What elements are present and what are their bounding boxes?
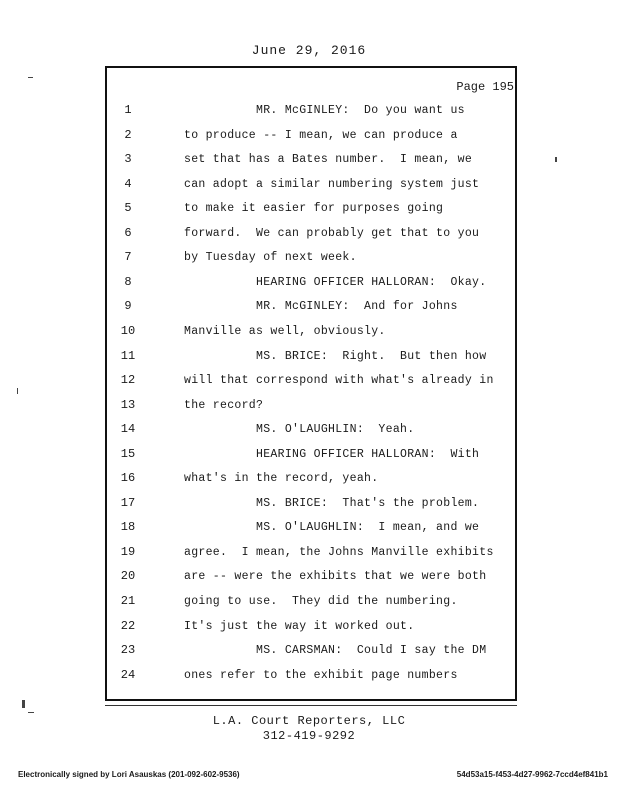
line-number: 24 bbox=[120, 668, 136, 682]
line-number: 17 bbox=[120, 496, 136, 510]
transcript-line-text: MR. McGINLEY: And for Johns bbox=[184, 300, 458, 313]
transcript-line-text: set that has a Bates number. I mean, we bbox=[184, 153, 473, 166]
scan-speck bbox=[17, 388, 18, 394]
transcript-line-text: MS. CARSMAN: Could I say the DM bbox=[184, 644, 487, 657]
transcript-line-text: MR. McGINLEY: Do you want us bbox=[184, 104, 465, 117]
line-number: 4 bbox=[124, 177, 132, 191]
line-number: 16 bbox=[120, 471, 136, 485]
transcript-line-text: will that correspond with what's already in bbox=[184, 374, 494, 387]
line-number: 15 bbox=[120, 447, 136, 461]
transcript-line-text: HEARING OFFICER HALLORAN: Okay. bbox=[184, 276, 487, 289]
line-number: 3 bbox=[124, 152, 132, 166]
transcript-line-text: ones refer to the exhibit page numbers bbox=[184, 669, 458, 682]
transcript-line-text: going to use. They did the numbering. bbox=[184, 595, 458, 608]
transcript-line-text: by Tuesday of next week. bbox=[184, 251, 357, 264]
transcript-line-text: It's just the way it worked out. bbox=[184, 620, 415, 633]
line-number: 21 bbox=[120, 594, 136, 608]
line-number: 5 bbox=[124, 201, 132, 215]
line-number: 11 bbox=[120, 349, 136, 363]
court-reporter-name: L.A. Court Reporters, LLC bbox=[212, 714, 406, 728]
line-number: 10 bbox=[120, 324, 136, 338]
transcript-line-text: HEARING OFFICER HALLORAN: With bbox=[184, 448, 480, 461]
line-number: 2 bbox=[124, 128, 132, 142]
page-number: Page 195 bbox=[456, 80, 514, 94]
transcript-line-text: are -- were the exhibits that we were both bbox=[184, 570, 487, 583]
line-number: 20 bbox=[120, 569, 136, 583]
document-id: 54d53a15-f453-4d27-9962-7ccd4ef841b1 bbox=[456, 770, 608, 779]
line-number: 23 bbox=[120, 643, 136, 657]
line-number: 14 bbox=[120, 422, 136, 436]
scan-speck bbox=[28, 77, 33, 78]
line-number: 18 bbox=[120, 520, 136, 534]
line-number: 8 bbox=[124, 275, 132, 289]
line-number: 6 bbox=[124, 226, 132, 240]
transcript-line-text: the record? bbox=[184, 399, 264, 412]
transcript-line-text: can adopt a similar numbering system just bbox=[184, 178, 480, 191]
transcript-line-text: MS. BRICE: Right. But then how bbox=[184, 350, 487, 363]
line-number: 13 bbox=[120, 398, 136, 412]
transcript-line-text: MS. BRICE: That's the problem. bbox=[184, 497, 480, 510]
transcript-date: June 29, 2016 bbox=[251, 43, 367, 58]
transcript-line-text: forward. We can probably get that to you bbox=[184, 227, 480, 240]
line-number: 19 bbox=[120, 545, 136, 559]
line-number: 7 bbox=[124, 250, 132, 264]
transcript-line-text: to produce -- I mean, we can produce a bbox=[184, 129, 458, 142]
line-number: 22 bbox=[120, 619, 136, 633]
scan-speck bbox=[555, 157, 557, 162]
transcript-line-text: agree. I mean, the Johns Manville exhibits bbox=[184, 546, 494, 559]
transcript-line-text: Manville as well, obviously. bbox=[184, 325, 386, 338]
line-number: 12 bbox=[120, 373, 136, 387]
transcript-line-text: MS. O'LAUGHLIN: Yeah. bbox=[184, 423, 415, 436]
transcript-line-text: what's in the record, yeah. bbox=[184, 472, 379, 485]
scan-speck bbox=[28, 712, 34, 713]
frame-bottom-rule bbox=[105, 705, 517, 706]
electronic-signature-note: Electronically signed by Lori Asauskas (201-092-602-9536) bbox=[18, 770, 240, 779]
court-reporter-phone: 312-419-9292 bbox=[262, 729, 356, 743]
scan-speck bbox=[22, 700, 25, 708]
line-number: 9 bbox=[124, 299, 132, 313]
line-number: 1 bbox=[124, 103, 132, 117]
transcript-line-text: MS. O'LAUGHLIN: I mean, and we bbox=[184, 521, 480, 534]
transcript-line-text: to make it easier for purposes going bbox=[184, 202, 444, 215]
